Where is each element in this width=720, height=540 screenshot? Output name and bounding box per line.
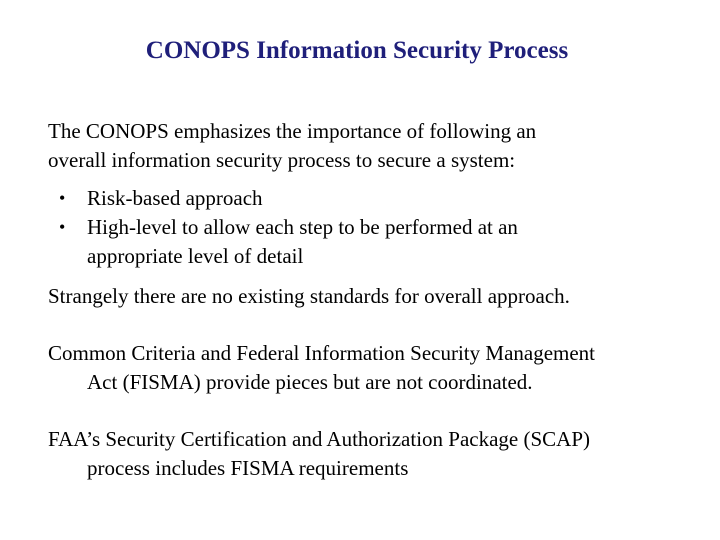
slide-title: CONOPS Information Security Process — [145, 37, 569, 64]
criteria-line-2: Act (FISMA) provide pieces but are not coordinated. — [87, 370, 533, 394]
intro-line-1: The CONOPS emphasizes the importance of following an — [48, 119, 537, 143]
bullet-list — [48, 184, 518, 271]
bullet-item-risk-text: Risk-based approach — [87, 186, 263, 210]
bullet-item-high-level — [48, 213, 518, 271]
faa-line-1: FAA’s Security Certification and Authorization Package (SCAP) — [48, 427, 591, 451]
bullet-item-risk — [48, 184, 518, 213]
bullet-item-high-level-line-1: High-level to allow each step to be performed at an — [87, 215, 518, 239]
criteria-line-1: Common Criteria and Federal Information Security Management — [48, 341, 596, 365]
intro-line-2: overall information security process to secure a system: — [48, 148, 516, 172]
bullet-icon: • — [59, 188, 66, 208]
bullet-item-high-level-line-2: appropriate level of detail — [87, 244, 304, 268]
criteria-paragraph — [48, 339, 595, 397]
bullet-icon: • — [59, 217, 66, 237]
faa-paragraph — [48, 425, 590, 483]
standards-paragraph: Strangely there are no existing standards for overall approach. — [48, 284, 570, 308]
faa-line-2: process includes FISMA requirements — [87, 456, 409, 480]
intro-paragraph — [48, 117, 536, 175]
